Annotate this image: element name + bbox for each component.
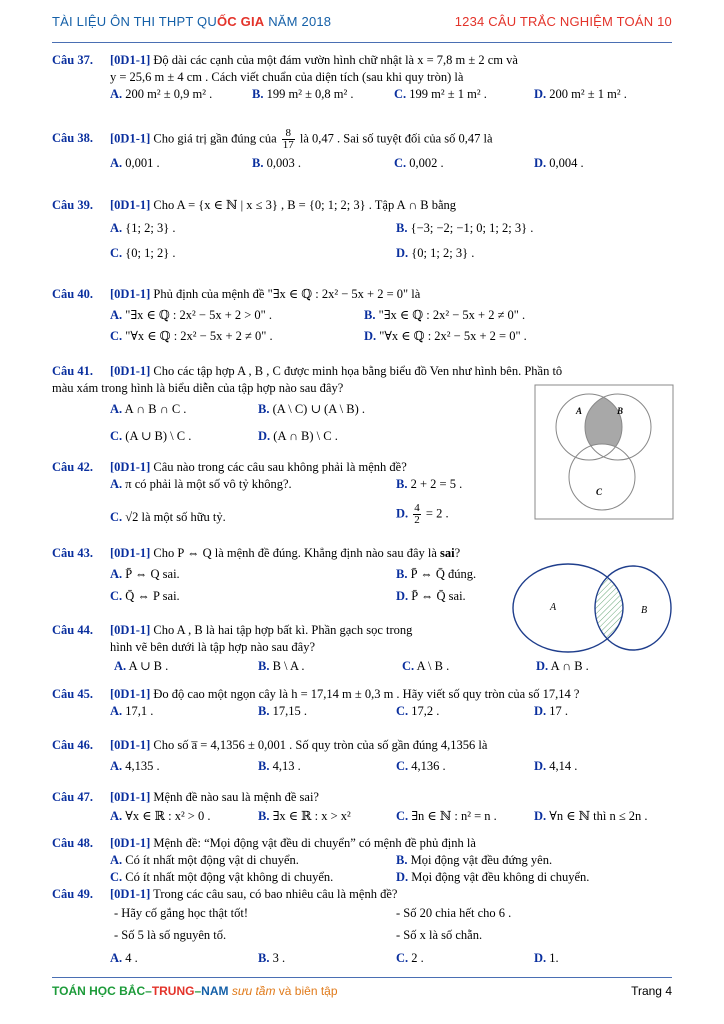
venn-label-a: A — [576, 406, 583, 416]
question-text: Cho các tập hợp A , B , C được minh họa bằng biểu đồ Ven như hình bên. Phần tô — [153, 364, 563, 378]
question-tag: [0D1-1] — [110, 623, 151, 637]
question-tag: [0D1-1] — [110, 198, 151, 212]
question-text-post: là 0,47 . Sai số tuyệt đối của số 0,47 là — [299, 131, 493, 146]
question-number: Câu 39. — [52, 198, 93, 212]
option-a[interactable]: A. 17,1 . — [110, 704, 154, 718]
question-number: Câu 40. — [52, 287, 93, 301]
question-49 — [52, 886, 672, 969]
option-a[interactable]: A. 4,135 . — [110, 759, 160, 773]
option-b[interactable]: B. 0,003 . — [252, 156, 301, 170]
options-row — [52, 476, 672, 495]
option-a[interactable]: A. 0,001 . — [110, 156, 160, 170]
question-48 — [52, 835, 672, 886]
option-b[interactable]: B. (A \ C) ∪ (A \ B) . — [258, 402, 366, 416]
question-emphasis: sai — [440, 546, 455, 560]
question-text: Mệnh đề nào sau là mệnh đề sai? — [153, 790, 319, 804]
question-47 — [52, 789, 672, 827]
options-row — [52, 758, 672, 777]
option-a[interactable]: A. π có phải là một số vô tỷ không?. — [110, 477, 292, 491]
venn-label-b: B — [641, 605, 648, 616]
option-c[interactable]: C. "∀x ∈ ℚ : 2x² − 5x + 2 ≠ 0" . — [110, 329, 273, 343]
option-c[interactable]: C. 4,136 . — [396, 759, 446, 773]
question-number: Câu 46. — [52, 738, 93, 752]
question-text: Câu nào trong các câu sau không phải là mệnh đề? — [153, 460, 407, 474]
question-42 — [52, 459, 672, 531]
option-b[interactable]: B. 17,15 . — [258, 704, 307, 718]
header-divider — [52, 42, 672, 43]
page-number: Trang 4 — [631, 984, 672, 998]
question-text: Cho P ⇔ Q là mệnh đề đúng. Khẳng định nào sau đây là — [153, 546, 437, 560]
question-text-2: hình vẽ bên dưới là tập hợp nào sau đây? — [110, 640, 316, 654]
question-44 — [52, 622, 502, 656]
option-a[interactable]: A. A ∩ B ∩ C . — [110, 402, 187, 416]
question-number: Câu 44. — [52, 623, 93, 637]
question-44-options — [52, 658, 672, 677]
question-text: Cho giá trị gần đúng của — [153, 131, 277, 146]
option-c[interactable]: C. √2 là một số hữu tỷ. — [110, 510, 226, 524]
option-a[interactable]: A. ∀x ∈ ℝ : x² > 0 . — [110, 809, 211, 823]
question-number: Câu 38. — [52, 131, 93, 146]
option-b[interactable]: B. {−3; −2; −1; 0; 1; 2; 3} . — [396, 221, 534, 235]
question-tag: [0D1-1] — [110, 738, 151, 752]
question-37 — [52, 52, 672, 105]
option-b[interactable]: B. 199 m² ± 0,8 m² . — [252, 87, 354, 101]
question-text: Độ dài các cạnh của một đám vườn hình chữ nhật là x = 7,8 m ± 2 cm và — [153, 53, 518, 67]
option-b[interactable]: B. 2 + 2 = 5 . — [396, 477, 463, 491]
question-45 — [52, 686, 672, 722]
question-tag: [0D1-1] — [110, 546, 151, 560]
option-a[interactable]: A. Có ít nhất một động vật di chuyển. — [110, 853, 299, 867]
options-row — [52, 155, 672, 174]
option-d[interactable]: D. 4,14 . — [534, 759, 578, 773]
header-subtitle: 1234 CÂU TRẮC NGHIỆM TOÁN 10 — [454, 14, 672, 29]
options-row — [52, 658, 672, 677]
header-title-a: TÀI LIỆU ÔN THI THPT QU — [52, 14, 217, 29]
option-a[interactable]: A. 200 m² ± 0,9 m² . — [110, 87, 213, 101]
options-row — [52, 950, 672, 969]
option-b[interactable]: B. 3 . — [258, 951, 286, 965]
option-b[interactable]: B. B \ A . — [258, 659, 305, 673]
venn-label-c: C — [596, 487, 603, 497]
option-b[interactable]: B. 4,13 . — [258, 759, 301, 773]
page-header — [52, 8, 672, 36]
question-number: Câu 43. — [52, 546, 93, 560]
question-number: Câu 42. — [52, 460, 93, 474]
venn-label-b: B — [617, 406, 624, 416]
question-text: Phủ định của mệnh đề "∃x ∈ ℚ : 2x² − 5x + 2 = 0" là — [153, 287, 421, 301]
options-row — [52, 86, 672, 105]
option-d[interactable]: D. 17 . — [534, 704, 569, 718]
option-d[interactable]: D. 200 m² ± 1 m² . — [534, 87, 627, 101]
option-c[interactable]: C. A \ B . — [402, 659, 450, 673]
option-c[interactable]: C. 199 m² ± 1 m² . — [394, 87, 487, 101]
statements-row — [52, 905, 672, 925]
option-c[interactable]: C. Có ít nhất một động vật không di chuyển. — [110, 870, 334, 884]
venn-label-a: A — [550, 602, 557, 613]
question-text: Mệnh đề: “Mọi động vật đều di chuyển” có mệnh đề phủ định là — [153, 836, 476, 850]
option-a[interactable]: A. P̄ ⇔ Q sai. — [110, 567, 180, 581]
option-a[interactable]: A. "∃x ∈ ℚ : 2x² − 5x + 2 > 0" . — [110, 308, 273, 322]
header-title — [52, 14, 331, 29]
option-d[interactable]: D. 1. — [534, 951, 559, 965]
question-text-2: màu xám trong hình là biểu diễn của tập hợp nào sau đây? — [52, 381, 344, 395]
options-row — [52, 220, 672, 239]
option-b[interactable]: B. P̄ ⇔ Q̄ đúng. — [396, 567, 477, 581]
statement-item: - Số 5 là số nguyên tố. — [114, 928, 227, 942]
question-number: Câu 48. — [52, 836, 93, 850]
question-38 — [52, 128, 672, 174]
question-text-post: ? — [454, 546, 461, 560]
options-row — [52, 307, 672, 326]
option-a[interactable]: A. A ∪ B . — [114, 659, 169, 673]
venn-diagram-ab — [508, 560, 674, 656]
statements-row — [52, 927, 672, 947]
header-title-c: NĂM 2018 — [264, 14, 332, 29]
question-number: Câu 47. — [52, 790, 93, 804]
option-d[interactable]: D. P̄ ⇔ Q̄ sai. — [396, 589, 466, 603]
question-number: Câu 49. — [52, 887, 93, 901]
question-number: Câu 41. — [52, 364, 93, 378]
option-c[interactable]: C. {0; 1; 2} . — [110, 246, 176, 260]
question-tag: [0D1-1] — [110, 53, 151, 67]
option-d[interactable]: D. ∀n ∈ ℕ thì n ≤ 2n . — [534, 809, 648, 823]
fraction: $\frac{8}{17}$ — [282, 127, 294, 151]
options-row — [52, 503, 672, 531]
question-number: Câu 37. — [52, 53, 93, 67]
option-c[interactable]: C. (A ∪ B) \ C . — [110, 429, 192, 443]
footer-credit: TOÁN HỌC BẮC–TRUNG–NAM sưu tầm và biên tập — [52, 984, 338, 998]
option-c[interactable]: C. 2 . — [396, 951, 424, 965]
question-tag: [0D1-1] — [110, 790, 151, 804]
question-text: Đo độ cao một ngọn cây là h = 17,14 m ± 0,3 m . Hãy viết số quy tròn của số 17,14 ? — [153, 687, 580, 701]
option-c[interactable]: C. 0,002 . — [394, 156, 444, 170]
question-46 — [52, 737, 672, 777]
option-d[interactable]: D. 0,004 . — [534, 156, 584, 170]
statement-item: - Hãy cố gắng học thật tốt! — [114, 906, 248, 920]
question-text: Cho số a̅ = 4,1356 ± 0,001 . Số quy tròn của số gần đúng 4,1356 là — [153, 738, 488, 752]
question-tag: [0D1-1] — [110, 364, 151, 378]
question-40 — [52, 286, 672, 347]
question-tag: [0D1-1] — [110, 287, 151, 301]
option-c[interactable]: C. 17,2 . — [396, 704, 440, 718]
question-39 — [52, 197, 672, 264]
question-number: Câu 45. — [52, 687, 93, 701]
fraction: $\frac{4}{2}$ — [414, 502, 420, 526]
options-row — [52, 245, 672, 264]
option-b[interactable]: B. Mọi động vật đều đứng yên. — [396, 853, 553, 867]
option-d[interactable]: D. A ∩ B . — [536, 659, 589, 673]
option-d[interactable]: D. $\frac{4}{2}$ = 2 . — [396, 502, 449, 526]
question-tag: [0D1-1] — [110, 887, 151, 901]
question-text: Cho A = {x ∈ ℕ | x ≤ 3} , B = {0; 1; 2; 3} . Tập A ∩ B bằng — [153, 198, 457, 212]
option-b[interactable]: B. ∃x ∈ ℝ : x > x² — [258, 809, 351, 823]
option-d[interactable]: D. {0; 1; 2; 3} . — [396, 246, 475, 260]
option-d[interactable]: D. (A ∩ B) \ C . — [258, 429, 338, 443]
options-row — [52, 703, 672, 722]
options-row — [52, 869, 672, 886]
options-row — [52, 328, 672, 347]
option-c[interactable]: C. ∃n ∈ ℕ : n² = n . — [396, 809, 497, 823]
option-d[interactable]: D. Mọi động vật đều không di chuyển. — [396, 870, 590, 884]
question-text: Trong các câu sau, có bao nhiêu câu là mệnh đề? — [153, 887, 398, 901]
option-b[interactable]: B. "∃x ∈ ℚ : 2x² − 5x + 2 ≠ 0" . — [364, 308, 526, 322]
option-a[interactable]: A. 4 . — [110, 951, 138, 965]
footer-divider — [52, 977, 672, 978]
header-title-b: ỐC GIA — [216, 14, 265, 29]
statement-item: - Số x là số chẵn. — [396, 928, 483, 942]
option-d[interactable]: D. "∀x ∈ ℚ : 2x² − 5x + 2 = 0" . — [364, 329, 527, 343]
question-text-2: y = 25,6 m ± 4 cm . Cách viết chuẩn của diện tích (sau khi quy tròn) là — [110, 70, 464, 84]
question-text: Cho A , B là hai tập hợp bất kì. Phần gạch sọc trong — [153, 623, 413, 637]
question-tag: [0D1-1] — [110, 687, 151, 701]
option-a[interactable]: A. {1; 2; 3} . — [110, 221, 176, 235]
question-tag: [0D1-1] — [110, 836, 151, 850]
question-tag: [0D1-1] — [110, 460, 151, 474]
options-row — [52, 808, 672, 827]
question-tag: [0D1-1] — [110, 131, 151, 146]
options-row — [52, 852, 672, 869]
option-c[interactable]: C. Q̄ ⇔ P sai. — [110, 589, 180, 603]
statement-item: - Số 20 chia hết cho 6 . — [396, 906, 512, 920]
